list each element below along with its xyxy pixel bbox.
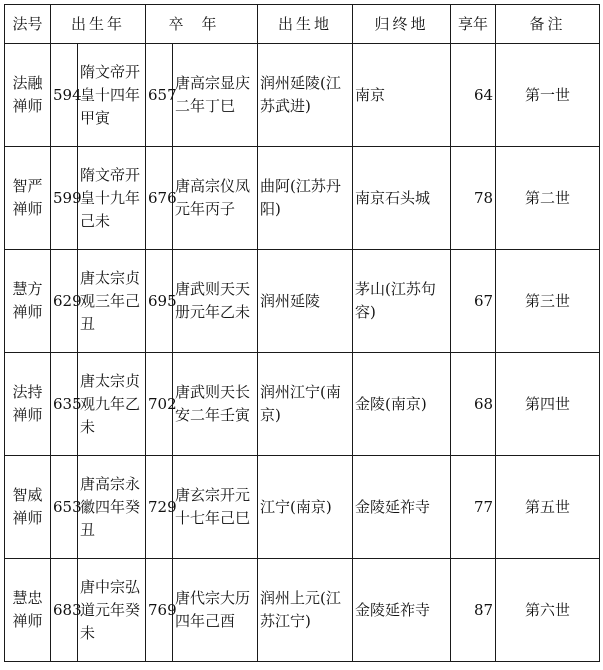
header-deathplace: 归终地	[353, 5, 451, 44]
cell-age: 68	[451, 353, 496, 456]
cell-age: 77	[451, 456, 496, 559]
death-era-text: 唐高宗显庆二年丁巳	[175, 74, 251, 115]
cell-age: 64	[451, 44, 496, 147]
cell-birth-year: 653	[51, 456, 78, 559]
cell-birthplace	[258, 353, 353, 456]
header-row	[5, 5, 600, 44]
lineage-table	[4, 4, 600, 662]
cell-deathplace	[353, 353, 451, 456]
cell-note: 第三世	[496, 250, 600, 353]
cell-birth-era	[78, 147, 146, 250]
table-row	[5, 250, 600, 353]
deathplace-text: 南京	[355, 85, 386, 104]
birth-era-text: 唐高宗永徽四年癸丑	[80, 474, 141, 539]
monk-name: 智严禅师	[12, 177, 43, 218]
header-birthplace: 出生地	[258, 5, 353, 44]
cell-age: 67	[451, 250, 496, 353]
monk-name: 智威禅师	[12, 486, 43, 527]
death-era-text: 唐武则天天册元年乙未	[175, 280, 251, 321]
monk-name: 慧忠禅师	[12, 589, 43, 630]
cell-age: 87	[451, 559, 496, 662]
cell-note: 第二世	[496, 147, 600, 250]
cell-birth-year: 594	[51, 44, 78, 147]
header-death: 卒年	[146, 5, 258, 44]
header-name: 法号	[5, 5, 51, 44]
table-row	[5, 44, 600, 147]
birth-era-text: 隋文帝开皇十四年甲寅	[80, 62, 141, 127]
deathplace-text: 金陵延祚寺	[355, 497, 431, 516]
cell-birth-year: 635	[51, 353, 78, 456]
header-birth: 出生年	[51, 5, 146, 44]
cell-name	[5, 456, 51, 559]
cell-death-era	[173, 353, 258, 456]
deathplace-text: 南京石头城	[355, 188, 431, 207]
cell-death-era	[173, 250, 258, 353]
cell-deathplace	[353, 147, 451, 250]
cell-age: 78	[451, 147, 496, 250]
cell-death-year: 769	[146, 559, 173, 662]
cell-birth-era	[78, 250, 146, 353]
cell-name	[5, 44, 51, 147]
death-era-text: 唐武则天长安二年壬寅	[175, 383, 251, 424]
cell-death-year: 729	[146, 456, 173, 559]
cell-name	[5, 559, 51, 662]
cell-birth-era	[78, 559, 146, 662]
cell-death-era	[173, 456, 258, 559]
cell-birth-era	[78, 44, 146, 147]
cell-deathplace	[353, 456, 451, 559]
birthplace-text: 曲阿(江苏丹阳)	[260, 177, 341, 218]
deathplace-text: 茅山(江苏句容)	[355, 280, 436, 321]
header-note: 备注	[496, 5, 600, 44]
cell-note: 第六世	[496, 559, 600, 662]
table-row	[5, 353, 600, 456]
cell-birth-era	[78, 353, 146, 456]
cell-name	[5, 353, 51, 456]
death-era-text: 唐代宗大历四年己酉	[175, 589, 251, 630]
cell-death-year: 702	[146, 353, 173, 456]
cell-death-year: 695	[146, 250, 173, 353]
table-row	[5, 559, 600, 662]
cell-death-era	[173, 559, 258, 662]
monk-name: 法融禅师	[12, 74, 43, 115]
cell-birthplace	[258, 147, 353, 250]
cell-deathplace	[353, 250, 451, 353]
cell-death-year: 657	[146, 44, 173, 147]
header-age: 享年	[451, 5, 496, 44]
cell-deathplace	[353, 44, 451, 147]
birthplace-text: 润州延陵	[260, 291, 321, 310]
cell-name	[5, 147, 51, 250]
birthplace-text: 润州江宁(南京)	[260, 383, 341, 424]
monk-name: 慧方禅师	[12, 280, 43, 321]
cell-birthplace	[258, 44, 353, 147]
birthplace-text: 润州延陵(江苏武进)	[260, 74, 341, 115]
cell-note: 第五世	[496, 456, 600, 559]
cell-death-year: 676	[146, 147, 173, 250]
cell-birth-year: 599	[51, 147, 78, 250]
cell-birthplace	[258, 559, 353, 662]
death-era-text: 唐玄宗开元十七年己巳	[175, 486, 251, 527]
cell-death-era	[173, 147, 258, 250]
cell-birth-year: 683	[51, 559, 78, 662]
monk-name: 法持禅师	[12, 383, 43, 424]
cell-death-era	[173, 44, 258, 147]
table-row	[5, 147, 600, 250]
birth-era-text: 隋文帝开皇十九年己未	[80, 165, 141, 230]
cell-birthplace	[258, 456, 353, 559]
birth-era-text: 唐中宗弘道元年癸未	[80, 577, 141, 642]
cell-deathplace	[353, 559, 451, 662]
deathplace-text: 金陵(南京)	[355, 394, 427, 413]
cell-birth-era	[78, 456, 146, 559]
birthplace-text: 润州上元(江苏江宁)	[260, 589, 341, 630]
birth-era-text: 唐太宗贞观三年己丑	[80, 268, 141, 333]
cell-note: 第一世	[496, 44, 600, 147]
birthplace-text: 江宁(南京)	[260, 497, 332, 516]
deathplace-text: 金陵延祚寺	[355, 600, 431, 619]
cell-name	[5, 250, 51, 353]
cell-birthplace	[258, 250, 353, 353]
birth-era-text: 唐太宗贞观九年乙未	[80, 371, 141, 436]
death-era-text: 唐高宗仪凤元年丙子	[175, 177, 251, 218]
table-row	[5, 456, 600, 559]
cell-birth-year: 629	[51, 250, 78, 353]
cell-note: 第四世	[496, 353, 600, 456]
